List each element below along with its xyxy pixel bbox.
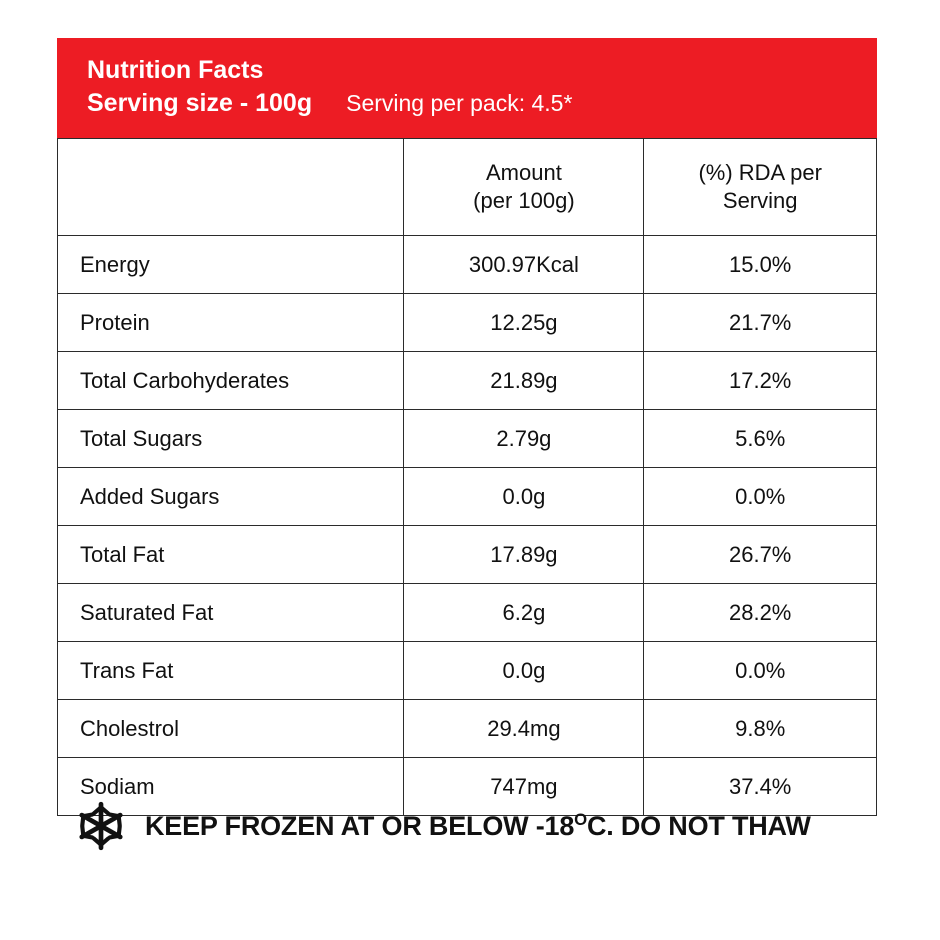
row-rda: 0.0% — [644, 642, 877, 700]
table-row — [58, 410, 877, 468]
row-rda: 15.0% — [644, 236, 877, 294]
row-rda: 37.4% — [644, 758, 877, 816]
table-row — [58, 468, 877, 526]
keep-frozen-note — [75, 800, 811, 852]
table-header-row — [58, 139, 877, 236]
row-amount: 6.2g — [404, 584, 644, 642]
row-label: Total Sugars — [58, 410, 404, 468]
table-row — [58, 584, 877, 642]
row-label: Added Sugars — [58, 468, 404, 526]
table-row — [58, 352, 877, 410]
row-amount: 21.89g — [404, 352, 644, 410]
serving-per-pack: Serving per pack: 4.5* — [346, 89, 573, 116]
table-row — [58, 236, 877, 294]
row-label: Trans Fat — [58, 642, 404, 700]
row-amount: 300.97Kcal — [404, 236, 644, 294]
row-label: Saturated Fat — [58, 584, 404, 642]
row-rda: 0.0% — [644, 468, 877, 526]
row-label: Total Carbohyderates — [58, 352, 404, 410]
snowflake-icon — [75, 800, 127, 852]
row-rda: 5.6% — [644, 410, 877, 468]
row-amount: 0.0g — [404, 468, 644, 526]
frozen-text-after: C. DO NOT THAW — [586, 811, 811, 841]
header-cell-rda — [644, 139, 877, 236]
row-rda: 17.2% — [644, 352, 877, 410]
serving-size: Serving size - 100g — [87, 89, 313, 117]
table-row — [58, 700, 877, 758]
page-title: Nutrition Facts — [87, 56, 264, 84]
row-amount: 17.89g — [404, 526, 644, 584]
nutrition-table — [57, 138, 877, 816]
nutrition-facts-panel — [57, 38, 877, 816]
row-rda: 28.2% — [644, 584, 877, 642]
row-amount: 747mg — [404, 758, 644, 816]
row-amount: 2.79g — [404, 410, 644, 468]
row-label: Cholestrol — [58, 700, 404, 758]
row-rda: 21.7% — [644, 294, 877, 352]
row-rda: 26.7% — [644, 526, 877, 584]
row-amount: 12.25g — [404, 294, 644, 352]
degree-symbol: O — [574, 810, 587, 829]
table-row — [58, 294, 877, 352]
header-amount-line2: (per 100g) — [473, 188, 575, 213]
header-title-block — [87, 54, 312, 120]
row-label: Sodiam — [58, 758, 404, 816]
row-label: Total Fat — [58, 526, 404, 584]
table-row — [58, 642, 877, 700]
row-label: Energy — [58, 236, 404, 294]
header-cell-amount — [404, 139, 644, 236]
header-amount-line1: Amount — [485, 160, 562, 186]
frozen-text-before: KEEP FROZEN AT OR BELOW -18 — [145, 811, 575, 841]
nutrition-header — [57, 38, 877, 138]
keep-frozen-text — [145, 810, 811, 842]
header-rda-line2: Serving — [722, 188, 798, 213]
row-rda: 9.8% — [644, 700, 877, 758]
row-amount: 29.4mg — [404, 700, 644, 758]
table-row — [58, 526, 877, 584]
row-label: Protein — [58, 294, 404, 352]
header-cell-blank — [58, 139, 404, 236]
header-rda-line1: (%) RDA per — [698, 160, 822, 186]
row-amount: 0.0g — [404, 642, 644, 700]
